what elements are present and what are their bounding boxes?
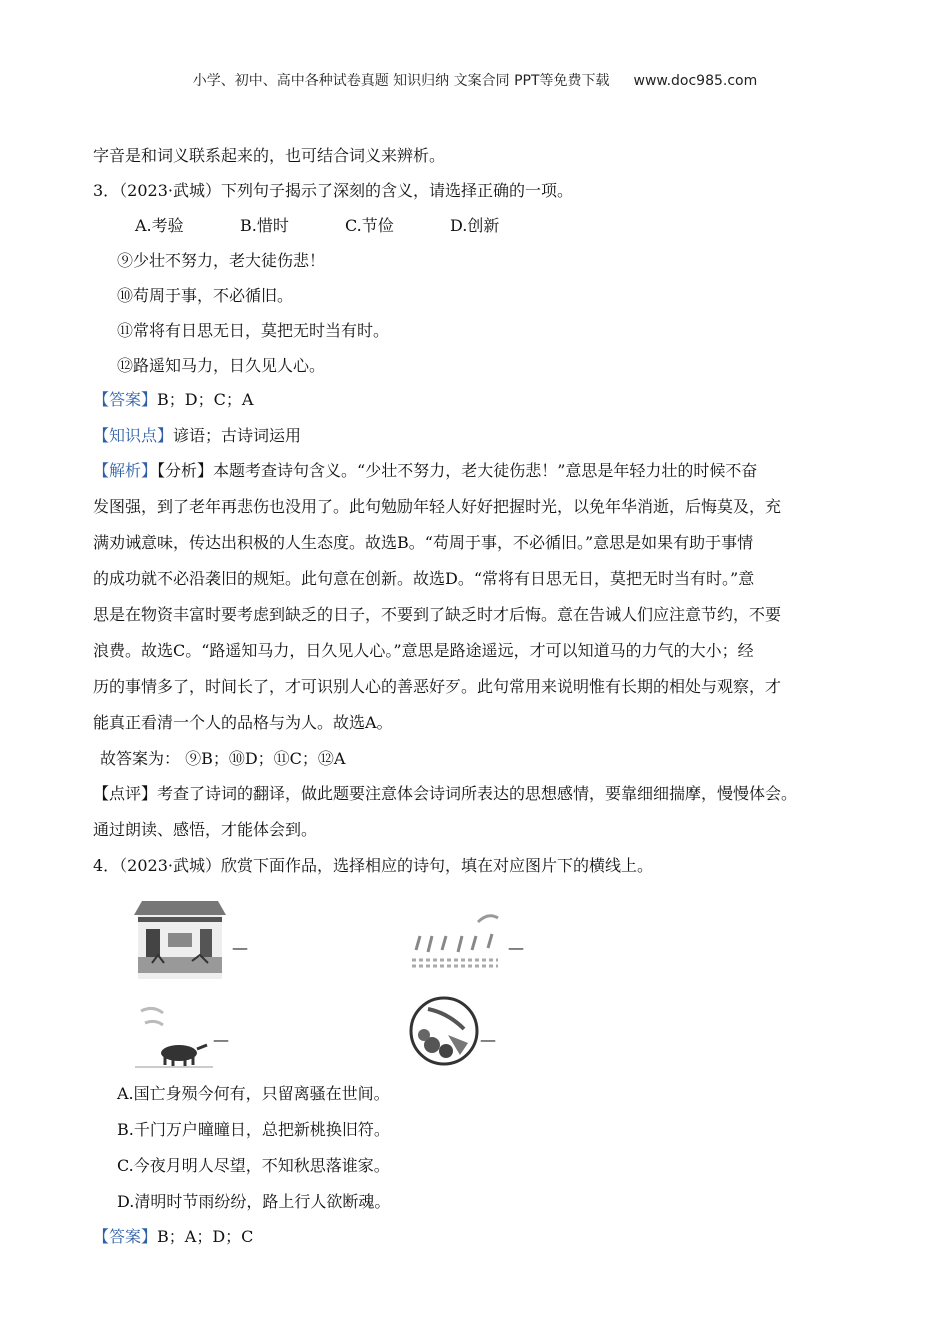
knowledge-point — [93, 426, 301, 446]
final-answer-line: 故答案为： ⑨B；⑩D；⑪C；⑫A — [100, 749, 346, 768]
text-line: 字音是和词义联系起来的，也可结合词义来辨析。 — [93, 146, 446, 165]
knowledge-text: 谚语；古诗词运用 — [173, 426, 302, 445]
ox-picture — [135, 1003, 213, 1069]
option-c: C.节俭 — [345, 216, 394, 235]
sentence-10: ⑩苟周于事，不必循旧。 — [117, 286, 294, 305]
question-3-options — [135, 216, 499, 236]
answer-blank: — — [480, 1030, 496, 1049]
answer-blank: — — [232, 938, 248, 957]
poem-option-c: C.今夜月明人尽望，不知秋思落谁家。 — [117, 1156, 390, 1175]
poem-option-b: B.千门万户曈曈日，总把新桃换旧符。 — [117, 1120, 390, 1139]
answer-tag: 【答案】 — [93, 390, 158, 409]
question-3: 3．（2023·武城）下列句子揭示了深刻的含义，请选择正确的一项。 — [93, 181, 573, 200]
header-text: 小学、初中、高中各种试卷真题 知识归纳 文案合同 PPT等免费下载 — [192, 73, 610, 89]
answer-blank: — — [213, 1030, 229, 1049]
analysis-tag: 【解析】 — [93, 461, 158, 480]
poem-option-d: D.清明时节雨纷纷，路上行人欲断魂。 — [117, 1192, 391, 1211]
poem-option-a: A.国亡身殒今何有，只留离骚在世间。 — [117, 1084, 390, 1103]
analysis-text: 【分析】本题考查诗句含义。“少壮不努力，老大徒伤悲！”意思是年轻力壮的时候不奋 — [157, 461, 758, 480]
option-d: D.创新 — [450, 216, 500, 235]
analysis-line: 能真正看清一个人的品格与为人。故选A。 — [93, 713, 393, 732]
answer-text: B；D；C；A — [157, 390, 254, 409]
sentence-11: ⑪常将有日思无日，莫把无时当有时。 — [117, 321, 390, 340]
answer-text: B；A；D；C — [157, 1227, 254, 1246]
analysis-line: 浪费。故选C。“路遥知马力，日久见人心。”意思是路途遥远，才可以知道马的力气的大小；经 — [93, 641, 754, 660]
comment-line: 【点评】考查了诗词的翻译，做此题要注意体会诗词所表达的思想感情，要靠细细揣摩，慢慢体会。 — [93, 784, 798, 803]
answer-4 — [93, 1227, 253, 1247]
header-site[interactable]: www.doc985.com — [633, 73, 758, 89]
analysis-line: 思是在物资丰富时要考虑到缺乏的日子，不要到了缺乏时才后悔。意在告诫人们应注意节约，不要 — [93, 605, 782, 624]
sentence-12: ⑫路遥知马力，日久见人心。 — [117, 356, 326, 375]
option-b: B.惜时 — [240, 216, 289, 235]
analysis-line: 发图强，到了老年再悲伤也没用了。此句勉励年轻人好好把握时光，以免年华消逝，后悔莫及，充 — [93, 497, 782, 516]
sentence-9: ⑨少壮不努力，老大徒伤悲！ — [117, 251, 326, 270]
option-a: A.考验 — [135, 216, 184, 235]
answer-tag: 【答案】 — [93, 1227, 158, 1246]
moon-flower-picture — [408, 995, 480, 1067]
answer-blank: — — [508, 938, 524, 957]
house-picture — [132, 897, 228, 979]
analysis-line: 的成功就不必沿袭旧的规矩。此句意在创新。故选D。“常将有日思无日，莫把无时当有时。”意 — [93, 569, 755, 588]
analysis-line: 满劝诫意味，传达出积极的人生态度。故选B。“苟周于事，不必循旧。”意思是如果有助于事情 — [93, 533, 754, 552]
knowledge-tag: 【知识点】 — [93, 426, 174, 445]
comment-line: 通过朗读、感悟，才能体会到。 — [93, 820, 318, 839]
rain-picture — [408, 910, 503, 972]
question-4: 4．（2023·武城）欣赏下面作品，选择相应的诗句，填在对应图片下的横线上。 — [93, 856, 653, 875]
answer-3 — [93, 390, 253, 410]
analysis-line — [93, 461, 757, 481]
page-header — [0, 70, 950, 90]
analysis-line: 历的事情多了，时间长了，才可识别人心的善恶好歹。此句常用来说明惟有长期的相处与观察，才 — [93, 677, 782, 696]
